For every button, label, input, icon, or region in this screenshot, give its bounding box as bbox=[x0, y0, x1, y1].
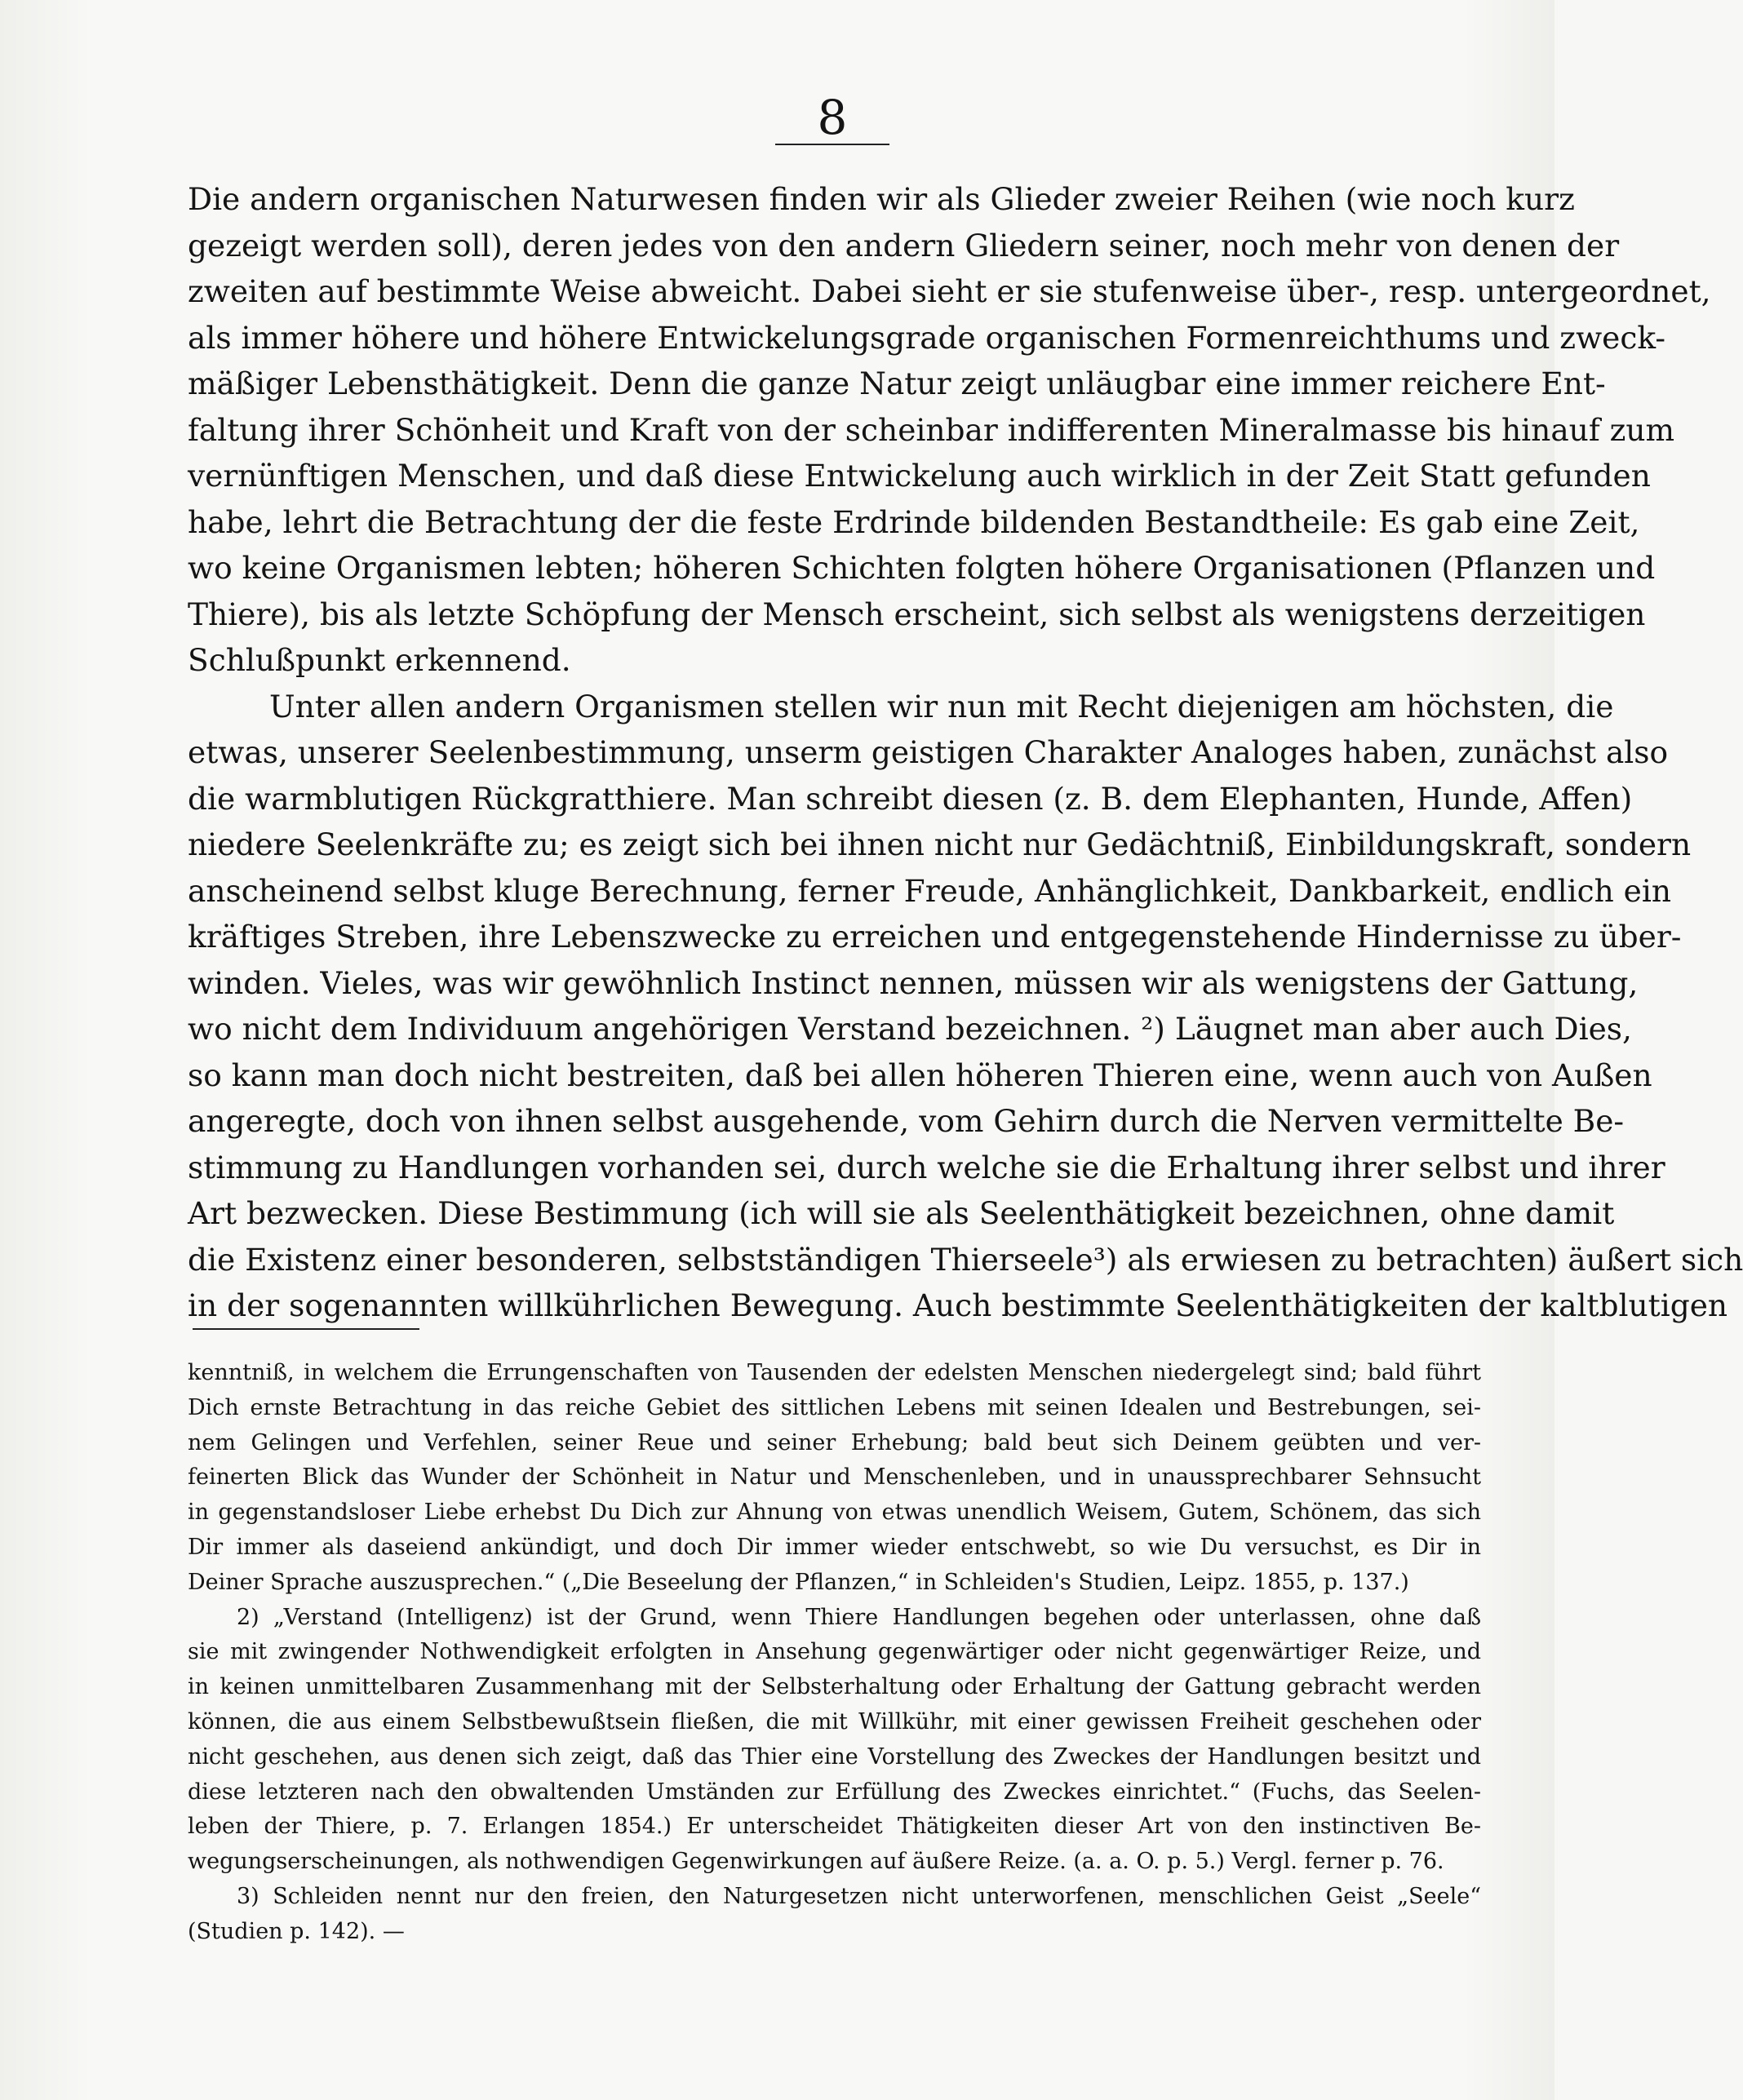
text-line: gezeigt werden soll), deren jedes von den andern Gliedern seiner, noch mehr von denen der bbox=[188, 227, 1620, 264]
text-line: anscheinend selbst kluge Berechnung, ferner Freude, Anhänglichkeit, Dankbarkeit, endlich ein bbox=[188, 872, 1672, 909]
text-line: kräftiges Streben, ihre Lebenszwecke zu erreichen und entgegenstehende Hindernisse zu über- bbox=[188, 919, 1682, 955]
footnote-line: Deiner Sprache auszusprechen.“ („Die Beseelung der Pflanzen,“ in Schleiden's Studien, Leipz. 1855, p. 137.) bbox=[188, 1569, 1409, 1595]
footnote-line: können, die aus einem Selbstbewußtsein fließen, die mit Willkühr, mit einer gewissen Freiheit geschehen oder bbox=[188, 1708, 1481, 1734]
text-line: Die andern organischen Naturwesen finden wir als Glieder zweier Reihen (wie noch kurz bbox=[188, 181, 1575, 217]
text-line: Schlußpunkt erkennend. bbox=[188, 642, 571, 678]
footnote-line: 2) „Verstand (Intelligenz) ist der Grund, wenn Thiere Handlungen begehen oder unterlassen, ohne daß bbox=[237, 1604, 1481, 1630]
footnote-line: (Studien p. 142). — bbox=[188, 1918, 405, 1944]
footnote-line: in keinen unmittelbaren Zusammenhang mit der Selbsterhaltung oder Erhaltung der Gattung gebracht werden bbox=[188, 1674, 1481, 1700]
text-line: faltung ihrer Schönheit und Kraft von der scheinbar indifferenten Mineralmasse bis hinauf zum bbox=[188, 411, 1675, 448]
text-line: mäßiger Lebensthätigkeit. Denn die ganze Natur zeigt unläugbar eine immer reichere Ent- bbox=[188, 366, 1606, 401]
text-line: Thiere), bis als letzte Schöpfung der Mensch erscheint, sich selbst als wenigstens derzeitigen bbox=[188, 596, 1646, 632]
text-line: stimmung zu Handlungen vorhanden sei, durch welche sie die Erhaltung ihrer selbst und ihrer bbox=[188, 1149, 1665, 1185]
footnote-line: Dich ernste Betrachtung in das reiche Gebiet des sittlichen Lebens mit seinen Idealen und Bestrebungen, sei- bbox=[188, 1394, 1481, 1420]
footnote-line: nicht geschehen, aus denen sich zeigt, daß das Thier eine Vorstellung des Zweckes der Handlungen besitzt und bbox=[188, 1743, 1481, 1770]
text-line: vernünftigen Menschen, und daß diese Entwickelung auch wirklich in der Zeit Statt gefunden bbox=[188, 458, 1651, 494]
text-line: die warmblutigen Rückgratthiere. Man schreibt diesen (z. B. dem Elephanten, Hunde, Affen) bbox=[188, 780, 1633, 817]
text-line: angeregte, doch von ihnen selbst ausgehende, vom Gehirn durch die Nerven vermittelte Be- bbox=[188, 1103, 1625, 1139]
text-line: so kann man doch nicht bestreiten, daß bei allen höheren Thieren eine, wenn auch von Außen bbox=[188, 1057, 1652, 1093]
footnote-line: kenntniß, in welchem die Errungenschaften von Tausenden der edelsten Menschen niedergelegt sind; bald führt bbox=[188, 1360, 1481, 1385]
footnote-line: leben der Thiere, p. 7. Erlangen 1854.) Er unterscheidet Thätigkeiten dieser Art von den instinctiven Be- bbox=[188, 1814, 1481, 1840]
footnote-line: wegungserscheinungen, als nothwendigen Gegenwirkungen auf äußere Reize. (a. a. O. p. 5.) Vergl. ferner p. 76. bbox=[188, 1849, 1444, 1875]
page-number: 8 bbox=[817, 90, 848, 145]
text-line: niedere Seelenkräfte zu; es zeigt sich bei ihnen nicht nur Gedächtniß, Einbildungskraft, sondern bbox=[188, 826, 1692, 862]
footnote-line: nem Gelingen und Verfehlen, seiner Reue und seiner Erhebung; bald beut sich Deinem geübten und ver- bbox=[188, 1429, 1481, 1455]
footnote-line: in gegenstandsloser Liebe erhebst Du Dich zur Ahnung von etwas unendlich Weisem, Gutem, Schönem, das sich bbox=[188, 1500, 1481, 1526]
footnote-line: 3) Schleiden nennt nur den freien, den Naturgesetzen nicht unterworfenen, menschlichen Geist „Seele“ bbox=[237, 1883, 1481, 1909]
footnote-line: feinerten Blick das Wunder der Schönheit in Natur und Menschenleben, und in unaussprechbarer Sehnsucht bbox=[188, 1464, 1481, 1491]
footnotes bbox=[188, 1356, 1481, 1950]
footnote-line: Dir immer als daseiend ankündigt, und doch Dir immer wieder entschwebt, so wie Du versuchst, es Dir in bbox=[188, 1534, 1481, 1560]
text-line: Unter allen andern Organismen stellen wir nun mit Recht diejenigen am höchsten, die bbox=[269, 688, 1614, 724]
text-line: in der sogenannten willkührlichen Bewegung. Auch bestimmte Seelenthätigkeiten der kaltblutigen bbox=[188, 1287, 1728, 1323]
text-line: die Existenz einer besonderen, selbstständigen Thierseele³) als erwiesen zu betrachten) äußert sich bbox=[188, 1241, 1743, 1278]
footnote-separator bbox=[193, 1328, 419, 1330]
footnote-line: diese letzteren nach den obwaltenden Umständen zur Erfüllung des Zweckes einrichtet.“ (Fuchs, das Seelen- bbox=[188, 1779, 1481, 1805]
text-line: etwas, unserer Seelenbestimmung, unserm geistigen Charakter Analoges haben, zunächst also bbox=[188, 734, 1669, 770]
page-number-rule bbox=[775, 144, 889, 145]
footnote-line: sie mit zwingender Nothwendigkeit erfolgten in Ansehung gegenwärtiger oder nicht gegenwärtiger Reize, und bbox=[188, 1639, 1481, 1665]
text-line: wo keine Organismen lebten; höheren Schichten folgten höhere Organisationen (Pflanzen und bbox=[188, 550, 1656, 586]
text-line: wo nicht dem Individuum angehörigen Verstand bezeichnen. ²) Läugnet man aber auch Dies, bbox=[188, 1011, 1632, 1047]
text-line: als immer höhere und höhere Entwickelungsgrade organischen Formenreichthums und zweck- bbox=[188, 319, 1666, 356]
text-line: habe, lehrt die Betrachtung der die feste Erdrinde bildenden Bestandtheile: Es gab eine Zeit, bbox=[188, 503, 1640, 540]
text-line: Art bezwecken. Diese Bestimmung (ich will sie als Seelenthätigkeit bezeichnen, ohne damit bbox=[188, 1195, 1615, 1231]
main-text bbox=[188, 176, 1743, 1329]
text-line: zweiten auf bestimmte Weise abweicht. Dabei sieht er sie stufenweise über-, resp. untergeordnet, bbox=[188, 273, 1711, 309]
text-line: winden. Vieles, was wir gewöhnlich Instinct nennen, müssen wir als wenigstens der Gattung, bbox=[188, 964, 1639, 1001]
